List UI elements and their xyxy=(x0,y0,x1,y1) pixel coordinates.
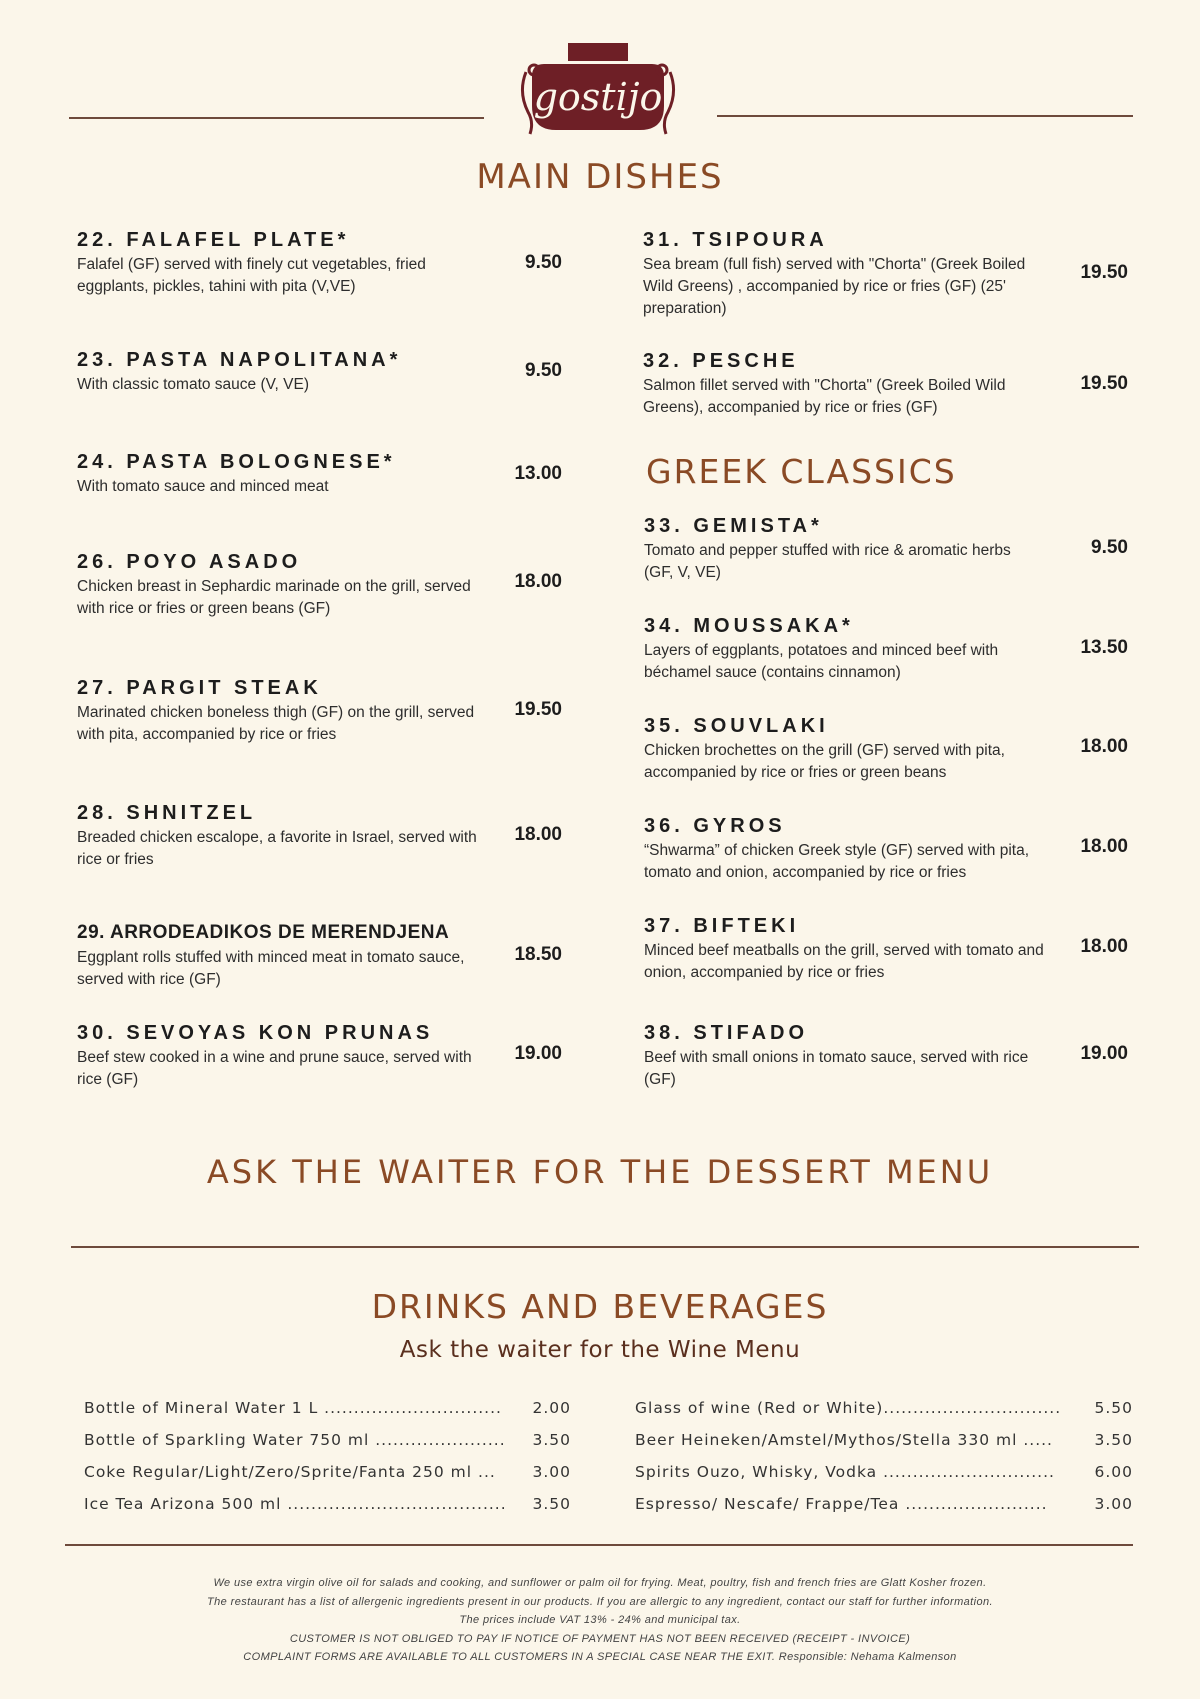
menu-item-name: 26. POYO ASADO xyxy=(77,551,302,573)
menu-item xyxy=(77,451,487,498)
menu-item-name: 29. ARRODEADIKOS DE MERENDJENA xyxy=(77,922,450,943)
menu-item-name: 23. PASTA NAPOLITANA* xyxy=(77,349,402,371)
menu-item xyxy=(644,615,1044,684)
menu-item-name: 24. PASTA BOLOGNESE* xyxy=(77,451,396,473)
menu-item-price: 19.50 xyxy=(1080,373,1128,394)
menu-item-price: 18.50 xyxy=(514,944,562,965)
drink-item-label: Glass of wine (Red or White).............................. xyxy=(635,1399,1062,1417)
menu-item-name: 27. PARGIT STEAK xyxy=(77,677,322,699)
dessert-note: ASK THE WAITER FOR THE DESSERT MENU xyxy=(206,1153,994,1191)
menu-item-description: With classic tomato sauce (V, VE) xyxy=(77,376,310,393)
menu-item-price: 13.00 xyxy=(514,463,562,484)
menu-item xyxy=(77,349,487,396)
header-rule-left xyxy=(69,117,484,119)
drinks-title: DRINKS AND BEVERAGES xyxy=(371,1287,829,1326)
menu-item-price: 13.50 xyxy=(1080,637,1128,658)
menu-item-name: 28. SHNITZEL xyxy=(77,802,257,824)
drink-item-price: 5.50 xyxy=(1094,1399,1133,1417)
menu-item-price: 18.00 xyxy=(514,571,562,592)
drink-item-price: 3.00 xyxy=(532,1463,571,1481)
menu-item-name: 30. SEVOYAS KON PRUNAS xyxy=(77,1022,434,1044)
menu-item-description: Sea bream (full fish) served with "Chorta" (Greek Boiled Wild Greens) , accompanied by rice or fries (GF) (25' preparation) xyxy=(643,256,1026,317)
menu-item-price: 19.00 xyxy=(1080,1043,1128,1064)
drink-item-label: Ice Tea Arizona 500 ml ..................................... xyxy=(84,1495,507,1513)
menu-item-description: With tomato sauce and minced meat xyxy=(77,478,329,495)
menu-item-price: 18.00 xyxy=(1080,736,1128,757)
menu-item xyxy=(643,229,1043,320)
drink-item-label: Espresso/ Nescafe/ Frappe/Tea ........................ xyxy=(635,1495,1048,1513)
menu-item-name: 36. GYROS xyxy=(644,815,786,837)
menu-item-description: Chicken breast in Sephardic marinade on the grill, served with rice or fries or green beans (GF) xyxy=(77,578,471,617)
menu-item-description: Minced beef meatballs on the grill, served with tomato and onion, accompanied by rice or fries xyxy=(644,942,1044,981)
menu-item xyxy=(644,1022,1044,1091)
menu-item-description: Marinated chicken boneless thigh (GF) on the grill, served with pita, accompanied by rice or fries xyxy=(77,704,475,743)
menu-item-price: 9.50 xyxy=(525,360,562,381)
footer-note-line: COMPLAINT FORMS ARE AVAILABLE TO ALL CUSTOMERS IN A SPECIAL CASE NEAR THE EXIT. Responsible: Nehama Kalmenson xyxy=(243,1651,957,1663)
menu-item xyxy=(644,715,1044,784)
menu-item-price: 19.00 xyxy=(514,1043,562,1064)
menu-item-price: 19.50 xyxy=(1080,262,1128,283)
drinks-subtitle: Ask the waiter for the Wine Menu xyxy=(399,1337,801,1363)
menu-item xyxy=(643,350,1043,419)
menu-item-price: 18.00 xyxy=(1080,836,1128,857)
menu-item-price: 9.50 xyxy=(525,252,562,273)
menu-item-description: Breaded chicken escalope, a favorite in Israel, served with rice or fries xyxy=(77,829,477,868)
drink-item-price: 3.50 xyxy=(532,1431,571,1449)
menu-item-price: 18.00 xyxy=(514,824,562,845)
menu-item-name: 22. FALAFEL PLATE* xyxy=(77,229,350,251)
footer-note-line: The prices include VAT 13% - 24% and municipal tax. xyxy=(459,1614,741,1626)
menu-item-description: Falafel (GF) served with finely cut vegetables, fried eggplants, pickles, tahini with pita (V,VE) xyxy=(77,256,426,295)
menu-item-description: “Shwarma” of chicken Greek style (GF) served with pita, tomato and onion, accompanied by rice or fries xyxy=(644,842,1030,881)
menu-item xyxy=(77,229,487,298)
drink-item-label: Spirits Ouzo, Whisky, Vodka ............................. xyxy=(635,1463,1055,1481)
menu-item-description: Beef with small onions in tomato sauce, served with rice (GF) xyxy=(644,1049,1029,1088)
menu-item-price: 18.00 xyxy=(1080,936,1128,957)
menu-item-name: 37. BIFTEKI xyxy=(644,915,800,937)
menu-item-description: Eggplant rolls stuffed with minced meat in tomato sauce, served with rice (GF) xyxy=(77,949,465,988)
menu-item xyxy=(77,922,487,991)
drink-item-price: 3.50 xyxy=(532,1495,571,1513)
header-rule-right xyxy=(717,115,1133,117)
drink-item-label: Coke Regular/Light/Zero/Sprite/Fanta 250 ml ... xyxy=(84,1463,496,1481)
menu-item xyxy=(644,515,1044,584)
footer-note-line: We use extra virgin olive oil for salads and cooking, and sunflower or palm oil for frying. Meat, poultry, fish and french fries are Glatt Kosher frozen. xyxy=(213,1577,987,1589)
menu-item xyxy=(644,815,1044,884)
menu-item xyxy=(77,1022,487,1091)
menu-item-price: 19.50 xyxy=(514,699,562,720)
drink-item-label: Bottle of Mineral Water 1 L .............................. xyxy=(84,1399,502,1417)
menu-item xyxy=(77,551,487,620)
menu-item-name: 33. GEMISTA* xyxy=(644,515,823,537)
footer-rule xyxy=(65,1544,1133,1546)
menu-item-description: Beef stew cooked in a wine and prune sauce, served with rice (GF) xyxy=(77,1049,472,1088)
logo-wordmark: gostijo xyxy=(533,75,663,119)
main-dishes-title: MAIN DISHES xyxy=(476,157,724,197)
drink-item-price: 6.00 xyxy=(1094,1463,1133,1481)
menu-item-name: 31. TSIPOURA xyxy=(643,229,828,251)
menu-item-description: Layers of eggplants, potatoes and minced beef with béchamel sauce (contains cinnamon) xyxy=(644,642,999,681)
drinks-top-rule xyxy=(71,1246,1139,1248)
menu-item-name: 34. MOUSSAKA* xyxy=(644,615,854,637)
menu-item-description: Salmon fillet served with "Chorta" (Greek Boiled Wild Greens), accompanied by rice or fries (GF) xyxy=(643,377,1006,416)
menu-item-price: 9.50 xyxy=(1091,537,1128,558)
menu-item-name: 32. PESCHE xyxy=(643,350,799,372)
menu-item xyxy=(644,915,1044,984)
menu-item xyxy=(77,677,487,746)
greek-classics-title: GREEK CLASSICS xyxy=(646,452,957,491)
drink-item-label: Beer Heineken/Amstel/Mythos/Stella 330 ml ..... xyxy=(635,1431,1053,1449)
menu-item-name: 35. SOUVLAKI xyxy=(644,715,829,737)
menu-item-description: Tomato and pepper stuffed with rice & aromatic herbs (GF, V, VE) xyxy=(644,542,1011,581)
drink-item-label: Bottle of Sparkling Water 750 ml ...................... xyxy=(84,1431,506,1449)
footer-note-line: The restaurant has a list of allergenic ingredients present in our products. If you are allergic to any ingredient, contact our staff for further information. xyxy=(207,1595,993,1608)
menu-item-name: 38. STIFADO xyxy=(644,1022,809,1044)
menu-item xyxy=(77,802,487,871)
gostijo-logo xyxy=(512,42,684,140)
drink-item-price: 2.00 xyxy=(532,1399,571,1417)
drink-item-price: 3.00 xyxy=(1094,1495,1133,1513)
drink-item-price: 3.50 xyxy=(1094,1431,1133,1449)
footer-note-line: CUSTOMER IS NOT OBLIGED TO PAY IF NOTICE OF PAYMENT HAS NOT BEEN RECEIVED (RECEIPT - INVOICE) xyxy=(289,1632,911,1645)
menu-item-description: Chicken brochettes on the grill (GF) served with pita, accompanied by rice or fries or green beans xyxy=(644,742,1005,781)
